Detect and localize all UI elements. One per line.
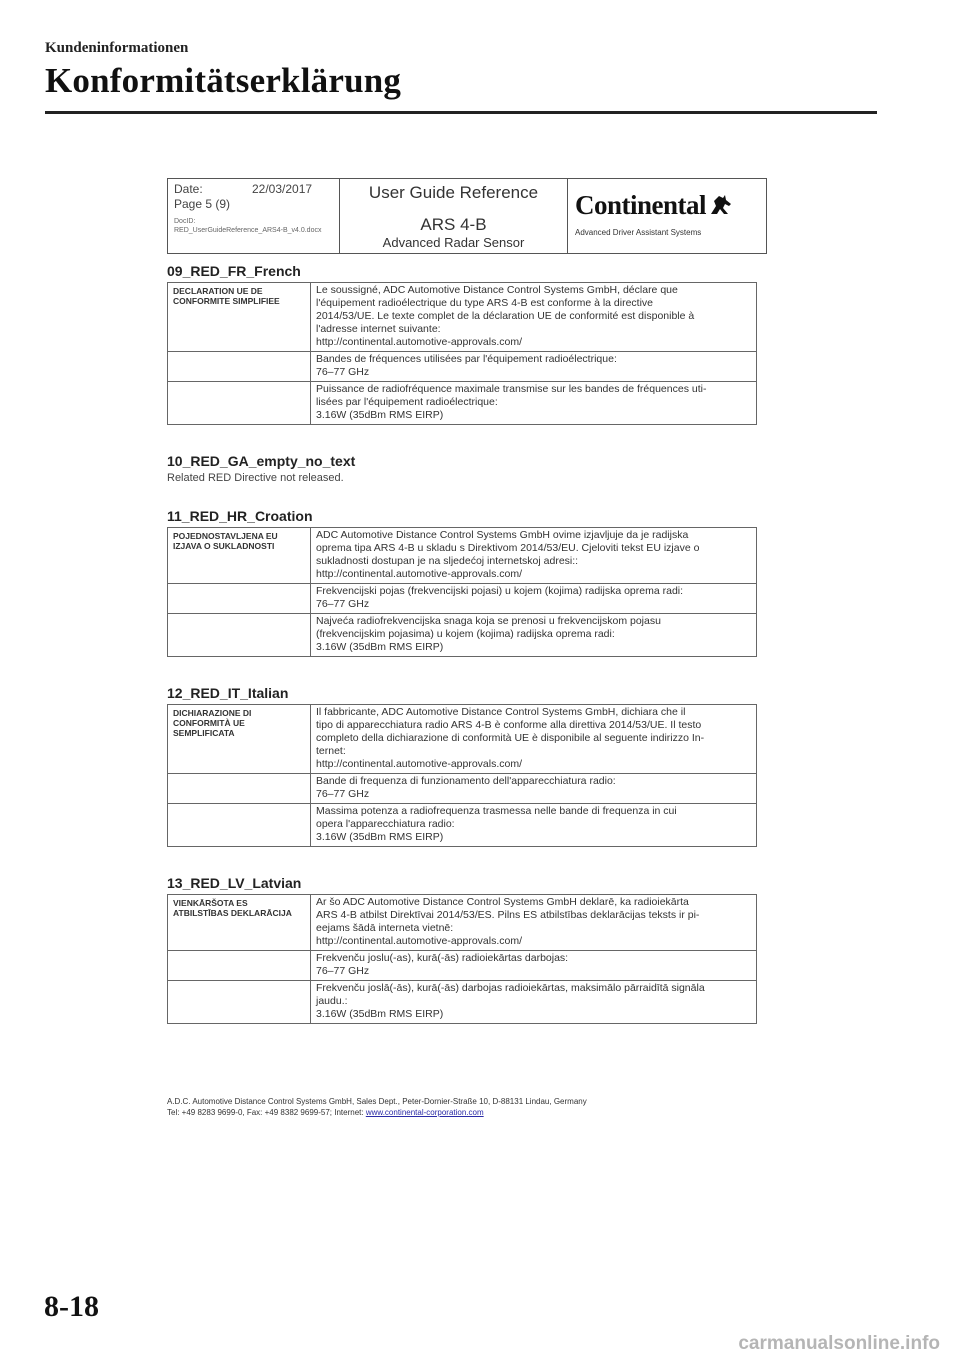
watermark: carmanualsonline.info: [738, 1333, 940, 1354]
text-line: 76–77 GHz: [316, 598, 370, 610]
section-heading-it: 12_RED_IT_Italian: [167, 685, 289, 701]
reference-meta: [168, 179, 340, 253]
declaration-label: VIENKĀRŠOTA ES ATBILSTĪBAS DEKLARĀCIJA: [168, 895, 311, 951]
text-line: 76–77 GHz: [316, 366, 370, 378]
reference-title-block: [340, 179, 568, 253]
page-label: Page 5 (9): [174, 197, 231, 211]
declaration-label: DECLARATION UE DE CONFORMITE SIMPLIFIEE: [168, 283, 311, 352]
footer-phone: Tel: +49 8283 9699-0, Fax: +49 8382 9699-57; Internet:: [167, 1108, 366, 1117]
text-line: jaudu.:: [316, 995, 348, 1007]
date-value: 22/03/2017: [252, 182, 313, 196]
declaration-text: [311, 528, 757, 584]
footer-address: A.D.C. Automotive Distance Control Systems GmbH, Sales Dept., Peter-Dornier-Straße 10, D-88131 Lindau, Germany: [167, 1097, 587, 1106]
empty-cell: [168, 352, 311, 382]
text-line: l'adresse internet suivante:: [316, 323, 441, 335]
text-line: 76–77 GHz: [316, 965, 370, 977]
empty-cell: [168, 951, 311, 981]
text-line: tipo di apparecchiatura radio ARS 4-B è conforme alla direttiva 2014/53/UE. Il testo: [316, 719, 702, 731]
text-line: ARS 4-B atbilst Direktīvai 2014/53/ES. Pilns ES atbilstības deklarācijas teksts ir pi-: [316, 909, 700, 921]
empty-cell: [168, 614, 311, 657]
frequency-bands-text: [311, 352, 757, 382]
text-line: lisées par l'équipement radioélectrique:: [316, 396, 498, 408]
text-line: 76–77 GHz: [316, 788, 370, 800]
text-line: Bandes de fréquences utilisées par l'équipement radioélectrique:: [316, 353, 617, 365]
section-heading-ga: 10_RED_GA_empty_no_text: [167, 453, 356, 469]
max-power-text: [311, 614, 757, 657]
continental-logo: [575, 185, 759, 225]
text-line: completo della dichiarazione di conformità UE è disponibile al seguente indirizzo In-: [316, 732, 705, 744]
declaration-text: [311, 283, 757, 352]
text-line: Massima potenza a radiofrequenza trasmessa nelle bande di frequenza in cui: [316, 805, 677, 817]
text-line: Frekvenču joslā(-ās), kurā(-ās) darbojas radioiekārtas, maksimālo pārraidītā signāla: [316, 982, 705, 994]
max-power-text: [311, 804, 757, 847]
footer-contact: [167, 1107, 587, 1118]
text-line: sukladnosti dostupan je na sljedećoj internetskoj adresi::: [316, 555, 579, 567]
page-number: 8-18: [44, 1290, 99, 1323]
text-line: http://continental.automotive-approvals.com/: [316, 758, 523, 770]
text-line: 3.16W (35dBm RMS EIRP): [316, 1008, 444, 1020]
brand-subtitle: Advanced Driver Assistant Systems: [575, 228, 702, 237]
frequency-bands-text: [311, 774, 757, 804]
declaration-document: [167, 178, 767, 1024]
product-subtitle: Advanced Radar Sensor: [382, 235, 525, 250]
date-label: Date:: [174, 182, 203, 196]
page-header: [45, 40, 877, 114]
text-line: (frekvencijskim pojasima) u kojem (kojima) radijska oprema radi:: [316, 628, 615, 640]
frequency-bands-text: [311, 951, 757, 981]
company-footer: [167, 1096, 587, 1118]
text-line: 3.16W (35dBm RMS EIRP): [316, 641, 444, 653]
declaration-table-hr: [167, 527, 757, 657]
reference-title: User Guide Reference: [368, 183, 539, 202]
max-power-text: [311, 981, 757, 1024]
text-line: 3.16W (35dBm RMS EIRP): [316, 409, 444, 421]
text-line: 2014/53/UE. Le texte complet de la déclaration UE de conformité est disponible à: [316, 310, 695, 322]
text-line: Puissance de radiofréquence maximale transmise sur les bandes de fréquences uti-: [316, 383, 707, 395]
empty-cell: [168, 981, 311, 1024]
declaration-table-it: [167, 704, 757, 847]
empty-cell: [168, 382, 311, 425]
text-line: opera l'apparecchiatura radio:: [316, 818, 455, 830]
docid-value: RED_UserGuideReference_ARS4-B_v4.0.docx: [174, 227, 322, 234]
brand-name: Continental: [575, 189, 707, 220]
text-line: Frekvencijski pojas (frekvencijski pojasi) u kojem (kojima) radijska oprema radi:: [316, 585, 684, 597]
ga-note: Related RED Directive not released.: [167, 472, 344, 484]
docid-label: DocID:: [174, 218, 196, 225]
section-heading-lv: 13_RED_LV_Latvian: [167, 875, 302, 891]
reference-header: [167, 178, 767, 254]
declaration-label: DICHIARAZIONE DI CONFORMITÀ UE SEMPLIFICATA: [168, 705, 311, 774]
text-line: Bande di frequenza di funzionamento dell'apparecchiatura radio:: [316, 775, 616, 787]
declaration-text: [311, 705, 757, 774]
declaration-table-fr: [167, 282, 757, 425]
page-title: Konformitätserklärung: [45, 61, 402, 100]
text-line: Najveća radiofrekvencijska snaga koja se prenosi u frekvencijskom pojasu: [316, 615, 661, 627]
text-line: eejams šādā interneta vietnē:: [316, 922, 454, 934]
section-heading-fr: 09_RED_FR_French: [167, 263, 301, 279]
text-line: oprema tipa ARS 4-B u skladu s Direktivom 2014/53/EU. Cjeloviti tekst EU izjave o: [316, 542, 700, 554]
text-line: ADC Automotive Distance Control Systems GmbH ovime izjavljuje da je radijska: [316, 529, 689, 541]
empty-cell: [168, 804, 311, 847]
text-line: Le soussigné, ADC Automotive Distance Control Systems GmbH, déclare que: [316, 284, 678, 296]
text-line: ternet:: [316, 745, 346, 757]
horse-icon: [708, 192, 734, 218]
product-name: ARS 4-B: [420, 215, 487, 234]
section-label: Kundeninformationen: [45, 40, 189, 56]
text-line: Ar šo ADC Automotive Distance Control Systems GmbH deklarē, ka radioiekārta: [316, 896, 689, 908]
text-line: l'équipement radioélectrique du type ARS 4-B est conforme à la directive: [316, 297, 654, 309]
text-line: 3.16W (35dBm RMS EIRP): [316, 831, 444, 843]
empty-cell: [168, 584, 311, 614]
brand-block: [568, 179, 766, 253]
section-heading-hr: 11_RED_HR_Croation: [167, 508, 313, 524]
text-line: http://continental.automotive-approvals.com/: [316, 336, 523, 348]
max-power-text: [311, 382, 757, 425]
empty-cell: [168, 774, 311, 804]
declaration-text: [311, 895, 757, 951]
header-rule: [45, 111, 877, 114]
declaration-table-lv: [167, 894, 757, 1024]
frequency-bands-text: [311, 584, 757, 614]
footer-website-link[interactable]: www.continental-corporation.com: [365, 1108, 484, 1117]
text-line: Il fabbricante, ADC Automotive Distance Control Systems GmbH, dichiara che il: [316, 706, 686, 718]
text-line: http://continental.automotive-approvals.com/: [316, 935, 523, 947]
text-line: Frekvenču joslu(-as), kurā(-ās) radioiekārtas darbojas:: [316, 952, 569, 964]
declaration-label: POJEDNOSTAVLJENA EU IZJAVA O SUKLADNOSTI: [168, 528, 311, 584]
text-line: http://continental.automotive-approvals.com/: [316, 568, 523, 580]
